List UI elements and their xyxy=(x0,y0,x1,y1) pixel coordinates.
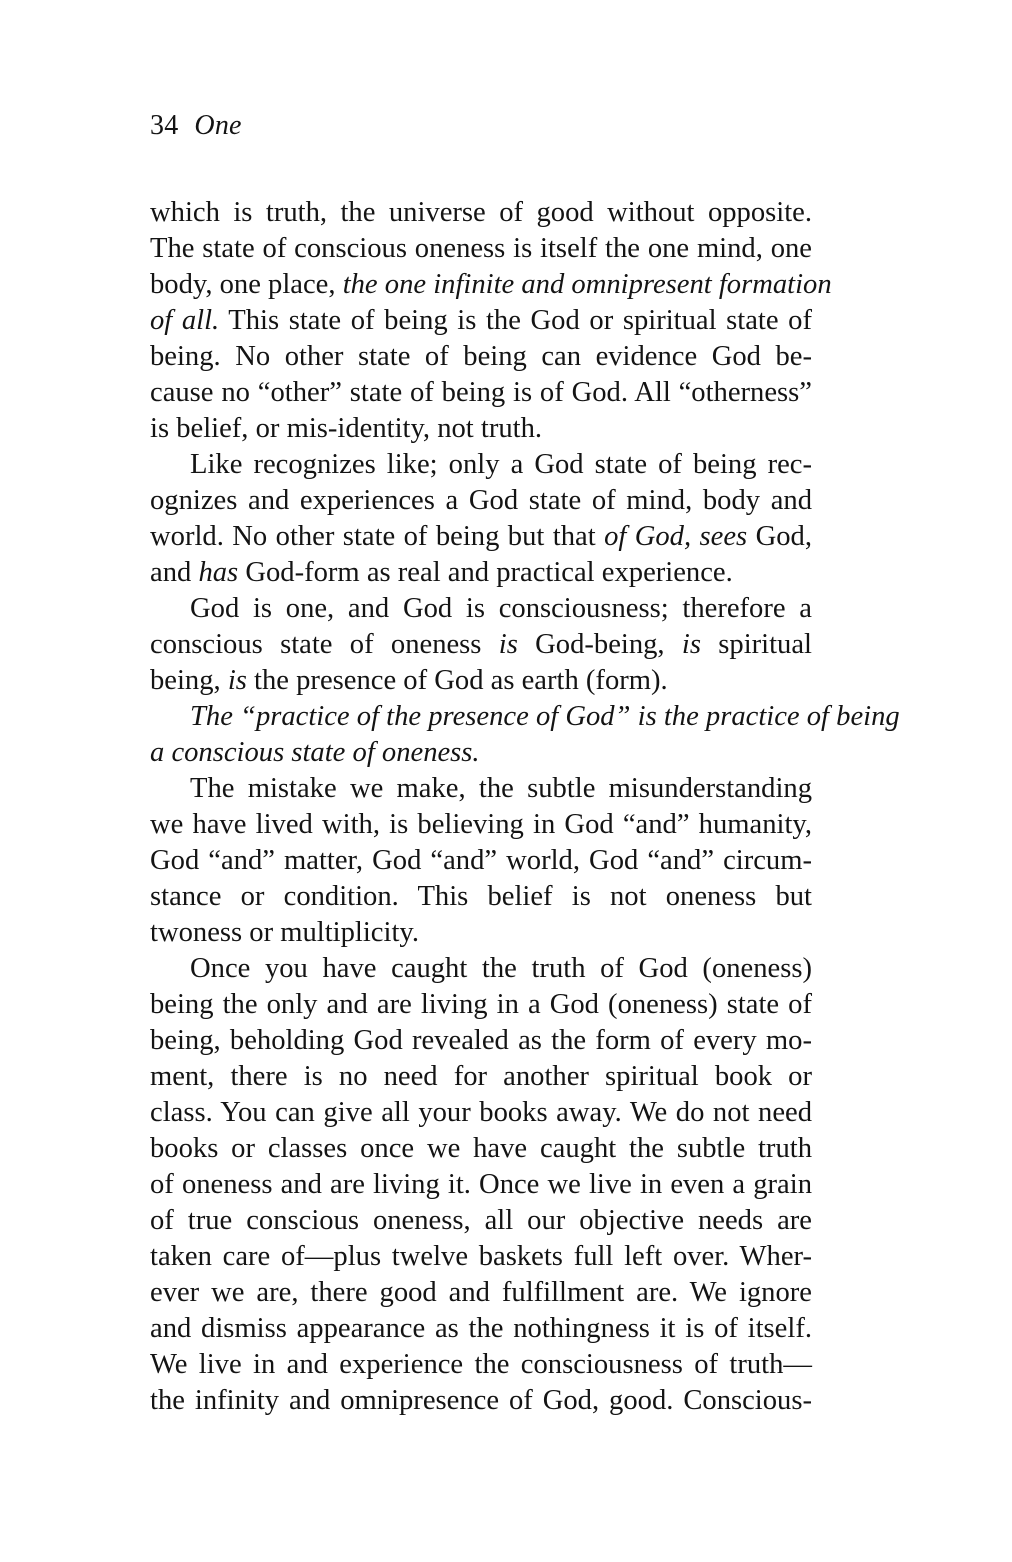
text-line: taken care of—plus twelve baskets full left over. Wher- xyxy=(150,1241,812,1272)
text-line: of oneness and are living it. Once we live in even a grain xyxy=(150,1169,812,1200)
italic-text: of all. xyxy=(150,305,220,336)
text-segment: and xyxy=(150,557,199,588)
text-segment: God, xyxy=(747,521,812,552)
text-line: Like recognizes like; only a God state of being rec- xyxy=(190,449,812,480)
text-segment: spiritual xyxy=(700,629,812,660)
text-line: of true conscious oneness, all our objective needs are xyxy=(150,1205,812,1236)
text-line xyxy=(150,699,900,735)
running-head xyxy=(150,108,242,144)
text-line: The mistake we make, the subtle misunderstanding xyxy=(190,773,812,804)
text-line: which is truth, the universe of good without opposite. xyxy=(150,197,812,228)
text-segment: God-form as real and practical experience. xyxy=(238,557,733,588)
text-line xyxy=(150,303,812,339)
text-line: We live in and experience the consciousness of truth— xyxy=(150,1349,812,1380)
text-line: books or classes once we have caught the subtle truth xyxy=(150,1133,812,1164)
text-segment: This state of being is the God or spiritual state of xyxy=(219,305,812,336)
text-line: we have lived with, is believing in God “and” humanity, xyxy=(150,809,812,840)
italic-text: is xyxy=(498,629,518,660)
text-segment: body, one place, xyxy=(150,269,343,300)
text-segment: being, xyxy=(150,665,228,696)
text-line: Once you have caught the truth of God (oneness) xyxy=(190,953,812,984)
text-line xyxy=(150,267,832,303)
text-line xyxy=(150,519,812,555)
text-line: cause no “other” state of being is of God. All “otherness” xyxy=(150,377,812,408)
italic-text: is xyxy=(681,629,701,660)
italic-text: the one infinite and omnipresent formation xyxy=(342,269,832,300)
text-line: being the only and are living in a God (oneness) state of xyxy=(150,989,812,1020)
text-line: ment, there is no need for another spiritual book or xyxy=(150,1061,812,1092)
italic-text: has xyxy=(198,557,239,588)
italic-text: is xyxy=(227,665,247,696)
italic-text: of God, sees xyxy=(604,521,748,552)
italic-text: The “practice of the presence of God” is the practice of being xyxy=(190,701,900,732)
text-line xyxy=(150,627,812,663)
text-line: God is one, and God is consciousness; therefore a xyxy=(190,593,812,624)
text-segment: conscious state of oneness xyxy=(150,629,499,660)
text-segment: the presence of God as earth (form). xyxy=(246,665,668,696)
text-line: is belief, or mis-identity, not truth. xyxy=(150,413,543,444)
text-line xyxy=(150,663,812,699)
text-line: being, beholding God revealed as the form of every mo- xyxy=(150,1025,812,1056)
text-line: The state of conscious oneness is itself the one mind, one xyxy=(150,233,812,264)
text-line xyxy=(150,735,812,771)
text-line: and dismiss appearance as the nothingness it is of itself. xyxy=(150,1313,812,1344)
text-segment: God-being, xyxy=(517,629,682,660)
text-line: the infinity and omnipresence of God, good. Conscious- xyxy=(150,1385,812,1416)
text-line xyxy=(150,555,812,591)
italic-text: a conscious state of oneness. xyxy=(150,737,480,768)
text-line: class. You can give all your books away. We do not need xyxy=(150,1097,812,1128)
text-line: stance or condition. This belief is not oneness but xyxy=(150,881,812,912)
text-line: God “and” matter, God “and” world, God “and” circum- xyxy=(150,845,812,876)
body-text xyxy=(150,195,900,1419)
chapter-title: One xyxy=(194,110,242,141)
page-number: 34 xyxy=(150,110,179,141)
text-segment: world. No other state of being but that xyxy=(150,521,605,552)
text-line: twoness or multiplicity. xyxy=(150,917,419,948)
text-line: ognizes and experiences a God state of mind, body and xyxy=(150,485,812,516)
text-line: being. No other state of being can evidence God be- xyxy=(150,341,812,372)
text-line: ever we are, there good and fulfillment are. We ignore xyxy=(150,1277,812,1308)
